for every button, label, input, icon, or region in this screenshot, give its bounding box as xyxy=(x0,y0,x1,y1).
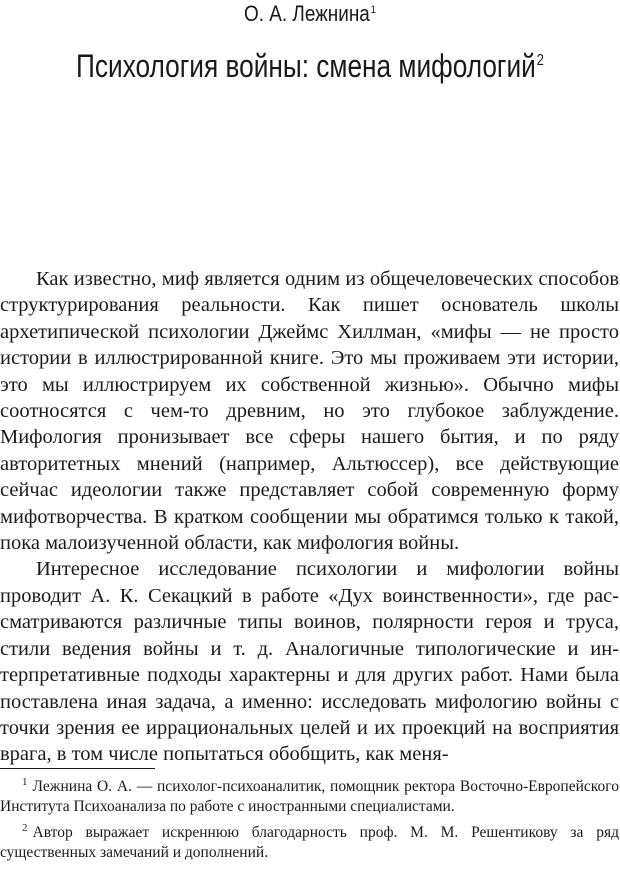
footnote-2-text: Автор выражает искреннюю благодарность проф. М. М. Решентикову за ряд существенных замечаний и дополнений. xyxy=(0,824,619,861)
title-footnote-ref[interactable]: 2 xyxy=(536,52,544,70)
article-title-text: Психология войны: смена мифологий xyxy=(76,48,536,84)
footnote-1-mark: 1 xyxy=(22,775,28,788)
footnote-2-mark: 2 xyxy=(22,821,28,834)
article-body xyxy=(0,266,619,768)
footnote-1-text: Лежнина О. А. — психолог-психоаналитик, помощник ректора Восточно-Европейского Института Психоанализа по работе с иностранными специалистами. xyxy=(0,778,619,815)
body-paragraph-1: Как известно, миф является одним из общечеловеческих способов структурирования реальности. Как пишет основатель школы архетипической психологии Джеймс Хиллман, «мифы — не просто истории в иллюстрированной книге. Это мы проживаем эти истории, это мы иллюстрируем их собственной жизнью». Обычно мифы соотносятся с чем-то древним, но это глубокое заблуждение. Мифология пронизывает все сферы нашего бытия, и по ряду авторитетных мнений (например, Альтюссер), все действующие сейчас идеологии также представляет собой современную форму мифотворчества. В кратком сообщении мы обратимся только к такой, пока малоизученной области, как мифология войны. xyxy=(0,268,619,555)
author-line xyxy=(43,2,576,26)
body-paragraph-2: Интересное исследование психологии и мифологии войны проводит А. К. Секацкий в работе «Дух воинственности», где рассматриваются различные типы воинов, полярности героя и труса, стили ведения войны и т. д. Аналогичные типологические и интерпретативные подходы характерны и для других работ. Нами была поставлена иная задача, а именно: исследовать мифологию войны с точки зрения ее иррациональных целей и их проекций на восприятия врага, в том числе попытаться обобщить, как меня- xyxy=(0,558,619,766)
footnote-1 xyxy=(0,777,619,817)
author-name: О. А. Лежнина xyxy=(244,1,370,26)
footnote-2 xyxy=(0,823,619,863)
footnotes-section xyxy=(0,777,619,869)
author-footnote-ref[interactable]: 1 xyxy=(370,3,376,16)
article-title xyxy=(56,48,564,84)
footnote-separator xyxy=(0,768,155,769)
